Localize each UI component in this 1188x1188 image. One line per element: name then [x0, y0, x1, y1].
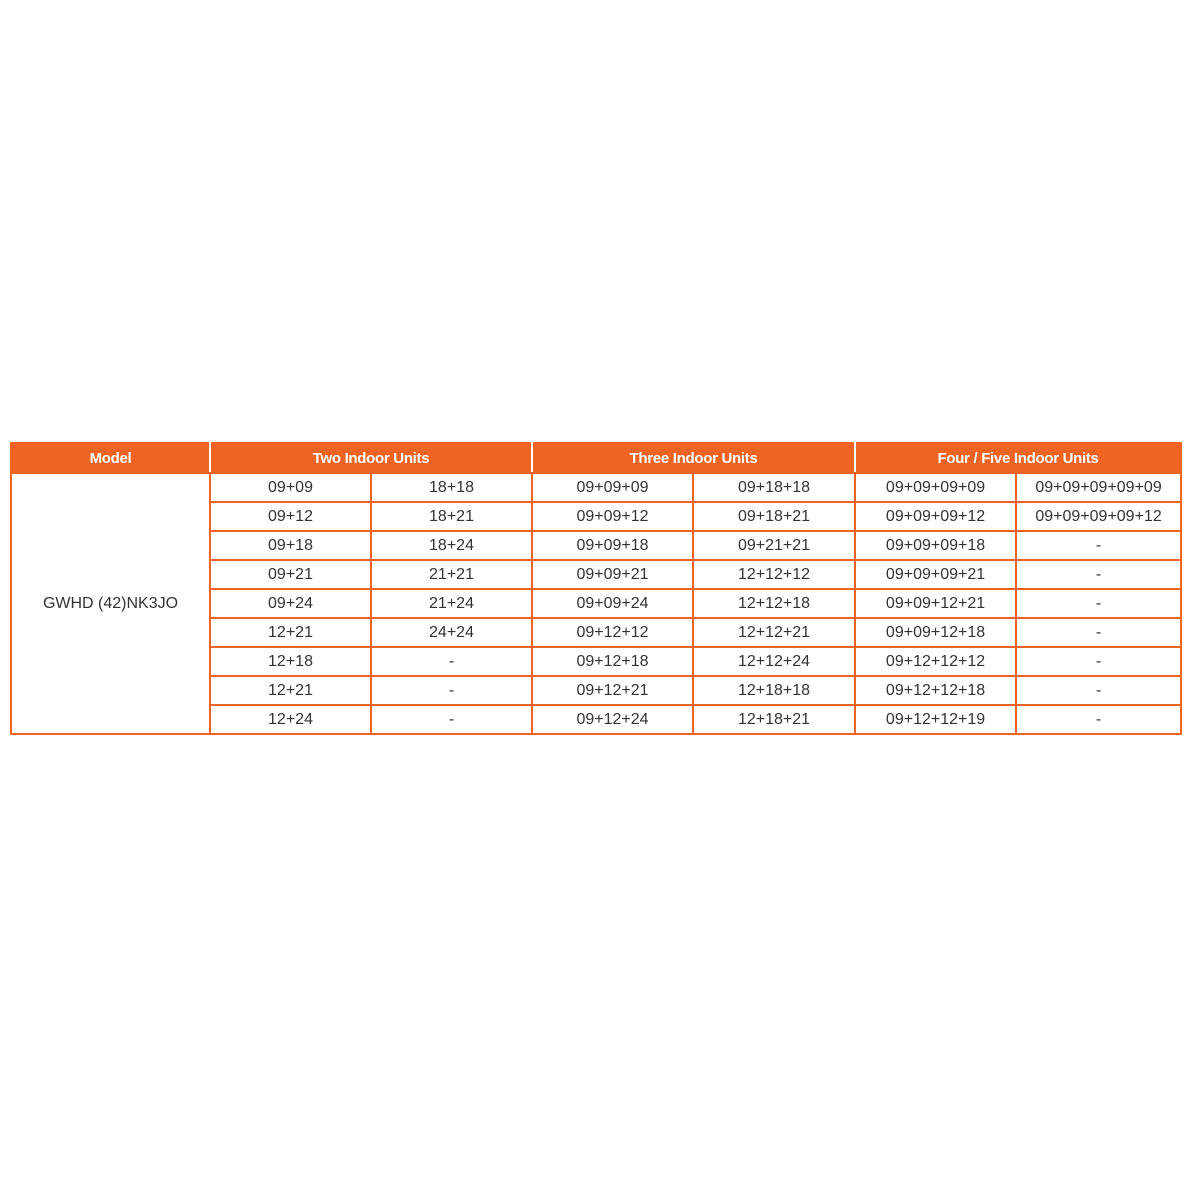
combination-cell: 09+12+12: [532, 618, 693, 647]
combination-cell: -: [1016, 676, 1181, 705]
table-header: [11, 443, 1181, 473]
combination-cell: -: [1016, 560, 1181, 589]
combination-cell: 09+09+24: [532, 589, 693, 618]
combination-cell: 12+21: [210, 676, 371, 705]
combination-cell: 09+09+12: [532, 502, 693, 531]
combination-cell: 09+09+12+21: [855, 589, 1016, 618]
combination-cell: 18+21: [371, 502, 532, 531]
combination-cell: -: [371, 647, 532, 676]
combination-cell: 24+24: [371, 618, 532, 647]
combination-cell: 12+18+18: [693, 676, 855, 705]
combination-cell: 09+12+12+18: [855, 676, 1016, 705]
combination-cell: 09+09+09+09: [855, 473, 1016, 502]
combination-cell: 12+12+18: [693, 589, 855, 618]
combination-cell: 12+12+12: [693, 560, 855, 589]
combination-cell: -: [1016, 531, 1181, 560]
combination-cell: 21+24: [371, 589, 532, 618]
combination-table-wrapper: [10, 442, 1180, 735]
combination-cell: 12+21: [210, 618, 371, 647]
combination-cell: 21+21: [371, 560, 532, 589]
combination-cell: 09+12+18: [532, 647, 693, 676]
combination-cell: 12+12+21: [693, 618, 855, 647]
combination-cell: 12+12+24: [693, 647, 855, 676]
combination-cell: 09+09: [210, 473, 371, 502]
combination-cell: 09+21: [210, 560, 371, 589]
combination-cell: 09+12+12+19: [855, 705, 1016, 734]
header-four-five-indoor-units: Four / Five Indoor Units: [855, 443, 1181, 473]
indoor-unit-combination-table: [10, 442, 1182, 735]
combination-cell: 09+09+09+09+12: [1016, 502, 1181, 531]
header-three-indoor-units: Three Indoor Units: [532, 443, 855, 473]
combination-cell: 09+21+21: [693, 531, 855, 560]
combination-cell: 09+12+24: [532, 705, 693, 734]
combination-cell: 09+12: [210, 502, 371, 531]
combination-cell: 09+09+18: [532, 531, 693, 560]
combination-cell: 12+24: [210, 705, 371, 734]
combination-cell: 09+24: [210, 589, 371, 618]
combination-cell: -: [371, 676, 532, 705]
combination-cell: -: [1016, 647, 1181, 676]
combination-cell: 18+24: [371, 531, 532, 560]
combination-cell: 12+18+21: [693, 705, 855, 734]
combination-cell: 09+09+09: [532, 473, 693, 502]
table-row: [11, 473, 1181, 502]
header-two-indoor-units: Two Indoor Units: [210, 443, 532, 473]
combination-cell: 09+12+12+12: [855, 647, 1016, 676]
combination-cell: -: [1016, 589, 1181, 618]
combination-cell: 09+09+09+21: [855, 560, 1016, 589]
table-body: [11, 473, 1181, 734]
model-cell: GWHD (42)NK3JO: [11, 473, 210, 734]
combination-cell: 09+12+21: [532, 676, 693, 705]
combination-cell: 18+18: [371, 473, 532, 502]
header-model: Model: [11, 443, 210, 473]
combination-cell: 09+18+18: [693, 473, 855, 502]
combination-cell: 09+18+21: [693, 502, 855, 531]
combination-cell: 09+18: [210, 531, 371, 560]
header-row: [11, 443, 1181, 473]
combination-cell: 09+09+12+18: [855, 618, 1016, 647]
combination-cell: 09+09+09+12: [855, 502, 1016, 531]
combination-cell: 09+09+09+09+09: [1016, 473, 1181, 502]
combination-cell: 09+09+09+18: [855, 531, 1016, 560]
combination-cell: -: [1016, 705, 1181, 734]
combination-cell: -: [371, 705, 532, 734]
combination-cell: 09+09+21: [532, 560, 693, 589]
combination-cell: 12+18: [210, 647, 371, 676]
combination-cell: -: [1016, 618, 1181, 647]
